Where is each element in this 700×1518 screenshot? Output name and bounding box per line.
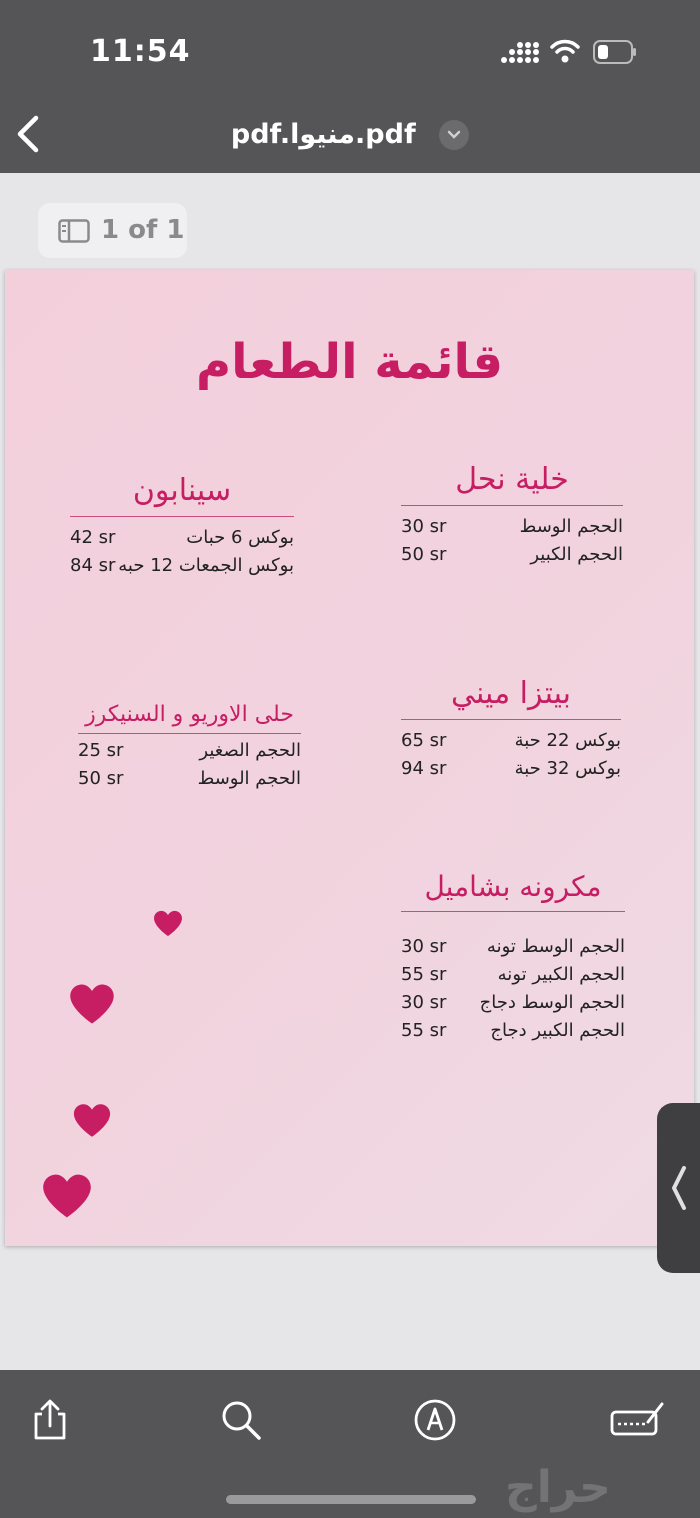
item-price: 30 sr (401, 935, 447, 957)
document-title: pdf.منيوا.pdf (230, 119, 416, 150)
item-price: 55 sr (401, 963, 447, 985)
heart-icon (68, 983, 116, 1025)
edge-panel-handle[interactable] (657, 1103, 700, 1273)
item-name: الحجم الوسط تونه (486, 935, 625, 957)
menu-item (401, 726, 621, 754)
menu-item (401, 932, 625, 960)
item-name: الحجم الكبير تونه (497, 963, 625, 985)
item-price: 50 sr (78, 767, 124, 789)
section-mini-pizza (401, 676, 621, 782)
item-name: الحجم الوسط (197, 767, 301, 789)
heart-icon (153, 910, 183, 937)
item-price: 42 sr (70, 526, 116, 548)
section-honeycomb (401, 462, 623, 568)
menu-item (78, 736, 301, 764)
section-title: سينابون (70, 473, 294, 517)
section-title: بيتزا ميني (401, 676, 621, 720)
menu-item (401, 540, 623, 568)
item-name: الحجم الكبير دجاج (490, 1019, 625, 1041)
item-name: بوكس 32 حبة (514, 757, 621, 779)
item-name: بوكس 6 حبات (186, 526, 294, 548)
item-price: 30 sr (401, 991, 447, 1013)
item-name: الحجم الوسط (519, 515, 623, 537)
item-name: الحجم الصغير (199, 739, 301, 761)
home-indicator[interactable] (226, 1495, 476, 1504)
search-icon[interactable] (219, 1398, 263, 1442)
item-name: بوكس 22 حبة (514, 729, 621, 751)
chevron-down-icon (439, 120, 469, 150)
menu-item (70, 551, 294, 579)
section-cinnabon (70, 473, 294, 579)
share-icon[interactable] (28, 1398, 72, 1442)
item-price: 25 sr (78, 739, 124, 761)
heart-icon (41, 1173, 93, 1219)
menu-item (70, 523, 294, 551)
item-price: 84 sr (70, 554, 116, 576)
menu-item (401, 960, 625, 988)
chevron-left-icon (669, 1165, 689, 1211)
section-oreo-snickers (78, 702, 301, 792)
section-bechamel-pasta (401, 870, 625, 1044)
menu-item (401, 988, 625, 1016)
annotate-icon[interactable] (610, 1398, 666, 1442)
item-name: بوكس الجمعات 12 حبه (118, 554, 294, 576)
heart-icon (72, 1103, 112, 1138)
battery-icon (593, 40, 637, 64)
section-title: خلية نحل (401, 462, 623, 506)
top-bar (0, 0, 700, 173)
page-counter-button[interactable] (38, 203, 187, 258)
item-price: 55 sr (401, 1019, 447, 1041)
menu-item (401, 512, 623, 540)
section-title: حلى الاوريو و السنيكرز (78, 702, 301, 734)
item-price: 65 sr (401, 729, 447, 751)
menu-item (401, 1016, 625, 1044)
section-title: مكرونه بشاميل (401, 870, 625, 912)
menu-item (78, 764, 301, 792)
document-title-button[interactable] (0, 118, 700, 150)
cellular-signal-icon (500, 42, 540, 64)
watermark-logo: حراج (505, 1462, 611, 1513)
item-price: 50 sr (401, 543, 447, 565)
item-name: الحجم الوسط دجاج (479, 991, 625, 1013)
status-time: 11:54 (90, 34, 191, 69)
markup-icon[interactable] (413, 1398, 457, 1442)
menu-title: قائمة الطعام (195, 334, 503, 390)
menu-item (401, 754, 621, 782)
sidebar-icon (58, 219, 90, 243)
item-price: 30 sr (401, 515, 447, 537)
item-price: 94 sr (401, 757, 447, 779)
page-counter: 1 of 1 (101, 215, 185, 245)
pdf-page[interactable] (5, 270, 694, 1246)
item-name: الحجم الكبير (530, 543, 623, 565)
wifi-icon (550, 38, 580, 64)
